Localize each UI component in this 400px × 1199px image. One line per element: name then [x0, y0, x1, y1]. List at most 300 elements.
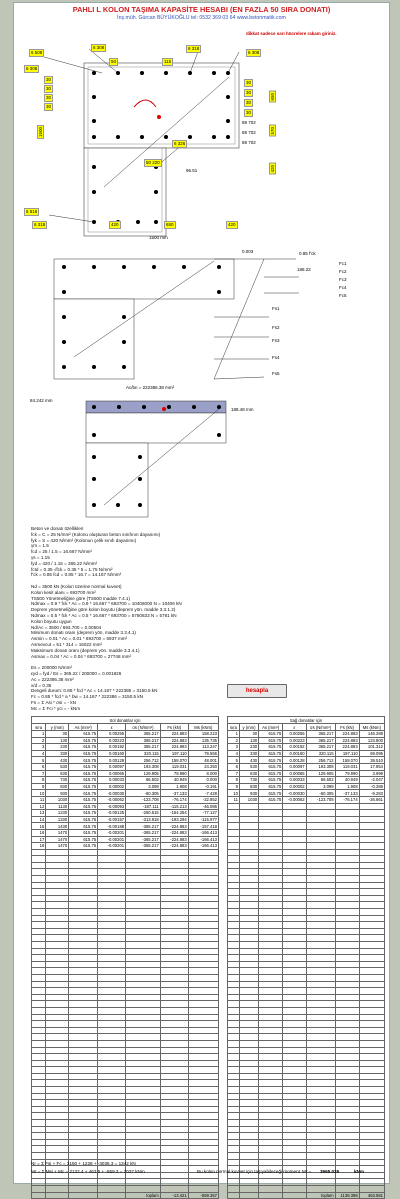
table-cell — [188, 1080, 218, 1087]
table-cell — [359, 922, 384, 929]
table-cell — [69, 1027, 98, 1034]
table-cell: -365.217 — [126, 843, 161, 850]
table-cell — [160, 1040, 188, 1047]
dim-label[interactable]: 420 — [111, 222, 119, 227]
table-cell — [335, 1054, 359, 1061]
table-cell — [306, 928, 335, 935]
table-row — [32, 783, 219, 790]
table-row — [228, 909, 385, 916]
table-cell — [239, 803, 258, 810]
bar-dia-label[interactable]: 50 220 — [146, 160, 160, 165]
table-cell: 615.75 — [69, 803, 98, 810]
table-cell — [98, 1106, 126, 1113]
table-cell: 66.502 — [306, 777, 335, 784]
table-cell: 0.00128 — [98, 757, 126, 764]
column-header: As (mm²) — [69, 724, 98, 731]
table-cell — [160, 988, 188, 995]
table-cell — [283, 1014, 306, 1021]
table-cell — [32, 862, 46, 869]
table-cell — [188, 988, 218, 995]
table-cell — [69, 935, 98, 942]
table-cell: 365.217 — [126, 737, 161, 744]
table-cell — [239, 1073, 258, 1080]
table-cell — [335, 1001, 359, 1008]
table-title: Sol donatılar için — [32, 717, 219, 724]
table-cell: -193.294 — [160, 816, 188, 823]
table-cell: 4 — [32, 750, 46, 757]
table-cell — [126, 974, 161, 981]
table-cell — [259, 829, 283, 836]
table-cell — [239, 1034, 258, 1041]
table-cell — [306, 1146, 335, 1153]
table-cell — [69, 895, 98, 902]
left-cover-4[interactable]: 30 — [46, 104, 52, 109]
table-cell — [69, 1060, 98, 1067]
table-row — [32, 935, 219, 942]
table-cell: -157.418 — [188, 823, 218, 830]
result-key: Mr = — [302, 1169, 312, 1174]
table-cell — [335, 1034, 359, 1041]
column-header: y (mm) — [46, 724, 69, 731]
table-cell — [228, 902, 240, 909]
table-cell: 0.00160 — [98, 750, 126, 757]
table-cell — [228, 1047, 240, 1054]
table-cell — [160, 955, 188, 962]
table-cell — [69, 909, 98, 916]
table-cell — [160, 876, 188, 883]
table-cell — [259, 1100, 283, 1107]
table-cell — [46, 988, 69, 995]
table-cell — [98, 1014, 126, 1021]
table-cell — [259, 981, 283, 988]
right-cover-2[interactable]: 30 — [246, 90, 252, 95]
table-cell — [239, 928, 258, 935]
table-cell — [239, 1040, 258, 1047]
table-cell: -154.254 — [160, 810, 188, 817]
table-cell — [160, 1120, 188, 1127]
table-cell — [188, 948, 218, 955]
table-cell — [335, 935, 359, 942]
table-cell — [126, 1106, 161, 1113]
table-cell — [188, 1007, 218, 1014]
table-cell: 8 — [228, 777, 240, 784]
table-cell: 48.001 — [188, 757, 218, 764]
table-cell — [228, 1054, 240, 1061]
table-cell: 40.949 — [160, 777, 188, 784]
table-cell — [306, 922, 335, 929]
table-cell — [228, 1027, 240, 1034]
table-cell — [188, 974, 218, 981]
table-cell: -7.428 — [188, 790, 218, 797]
table-cell: 197.110 — [160, 750, 188, 757]
table-cell — [69, 1153, 98, 1160]
total-cell — [228, 1192, 240, 1199]
table-cell — [188, 882, 218, 889]
table-row — [228, 1106, 385, 1113]
calc-line: Maksimum donatı oranı (deprem yön. madde 3.3.4.1) — [31, 647, 140, 653]
table-cell — [69, 1100, 98, 1107]
table-cell: -166.413 — [188, 836, 218, 843]
table-cell — [259, 823, 283, 830]
table-cell — [239, 968, 258, 975]
table-cell — [160, 1133, 188, 1140]
table-cell — [335, 1159, 359, 1166]
table-cell: 18 — [32, 843, 46, 850]
bar-dia-label[interactable]: 6 326 — [174, 141, 186, 146]
table-row — [228, 1034, 385, 1041]
dim-label[interactable]: 420 — [228, 222, 236, 227]
table-cell — [188, 1153, 218, 1160]
calc-line: Mc = Σ Fci * yci = - kNm — [31, 705, 81, 711]
table-row — [32, 981, 219, 988]
table-row — [32, 1113, 219, 1120]
table-cell — [306, 1014, 335, 1021]
table-cell — [239, 849, 258, 856]
table-cell: 615.75 — [69, 829, 98, 836]
table-cell — [306, 1007, 335, 1014]
total-cell — [239, 1192, 258, 1199]
calc-line: γs = 1.15 — [31, 554, 50, 560]
height-total[interactable]: 1500 — [38, 127, 43, 138]
table-cell — [335, 974, 359, 981]
table-cell — [335, 1073, 359, 1080]
height-right-3[interactable]: 420 — [270, 165, 275, 173]
dim-label[interactable]: 6 318 — [188, 46, 200, 51]
table-cell — [188, 935, 218, 942]
table-cell — [32, 1185, 46, 1192]
dim-label[interactable]: 6 518 — [26, 209, 38, 214]
table-cell — [259, 942, 283, 949]
table-cell: 930 — [46, 790, 69, 797]
height-right-2[interactable]: 570 — [270, 127, 275, 135]
rebar-label: 88 702 — [242, 130, 256, 135]
table-cell — [259, 1133, 283, 1140]
table-cell: 11 — [228, 796, 240, 803]
table-row — [32, 922, 219, 929]
table-cell — [228, 816, 240, 823]
table-cell: 0.00160 — [283, 750, 306, 757]
table-cell — [69, 1093, 98, 1100]
table-cell — [46, 1040, 69, 1047]
table-row — [228, 810, 385, 817]
table-cell — [359, 1093, 384, 1100]
dim-label[interactable]: 6 308 — [26, 66, 38, 71]
calc-line: fyk = S = 420 N/mm² (Kolonun çelik sınıfı dayanımı) — [31, 537, 137, 543]
calc-line: Nd/Ac = 3500 / 693.700 = 0.00504 — [31, 624, 102, 630]
table-cell: -46.086 — [188, 803, 218, 810]
table-cell — [239, 810, 258, 817]
table-cell — [359, 1179, 384, 1186]
table-cell — [228, 1067, 240, 1074]
table-cell: -0.00125 — [98, 810, 126, 817]
table-cell — [46, 1139, 69, 1146]
table-cell — [98, 1133, 126, 1140]
table-cell: 1470 — [46, 829, 69, 836]
force-label: Fs4 — [272, 355, 280, 360]
calculate-button[interactable]: hesapla — [227, 684, 287, 698]
table-row — [32, 928, 219, 935]
table-cell — [306, 1106, 335, 1113]
table-cell: 0.00192 — [283, 744, 306, 751]
table-cell — [359, 1113, 384, 1120]
dim-label[interactable]: 6 508 — [31, 50, 43, 55]
column-header: σs (N/mm²) — [126, 724, 161, 731]
column-header: sıra — [32, 724, 46, 731]
table-cell — [160, 889, 188, 896]
table-cell — [239, 1060, 258, 1067]
table-cell — [98, 948, 126, 955]
table-row — [32, 737, 219, 744]
table-cell: -0.00030 — [98, 790, 126, 797]
table-cell — [335, 1067, 359, 1074]
table-row — [228, 1040, 385, 1047]
right-cover-3[interactable]: 30 — [246, 100, 252, 105]
total-cell: toplam — [306, 1192, 335, 1199]
table-cell — [188, 1087, 218, 1094]
table-cell — [239, 876, 258, 883]
table-cell — [335, 1100, 359, 1107]
table-cell — [283, 849, 306, 856]
table-cell — [239, 988, 258, 995]
dim-label[interactable]: 115 — [164, 59, 172, 64]
table-cell: 30 — [46, 731, 69, 738]
table-row — [32, 1040, 219, 1047]
table-cell — [283, 810, 306, 817]
table-cell — [359, 955, 384, 962]
table-cell — [188, 994, 218, 1001]
left-cover-1[interactable]: 30 — [46, 77, 52, 82]
table-cell — [228, 974, 240, 981]
table-cell — [188, 889, 218, 896]
table-cell — [306, 988, 335, 995]
table-cell — [359, 1054, 384, 1061]
table-cell — [359, 889, 384, 896]
table-row — [228, 757, 385, 764]
table-cell — [46, 935, 69, 942]
table-cell — [188, 1159, 218, 1166]
table-cell — [259, 1067, 283, 1074]
calc-line: Beton ve donatı özellikleri — [31, 526, 84, 531]
table-cell — [126, 882, 161, 889]
table-cell — [69, 1106, 98, 1113]
table-cell — [126, 869, 161, 876]
table-cell — [359, 1126, 384, 1133]
table-cell — [46, 1067, 69, 1074]
table-cell — [259, 803, 283, 810]
table-cell — [98, 889, 126, 896]
table-cell — [335, 922, 359, 929]
table-cell: 9 — [228, 783, 240, 790]
table-cell: 365.217 — [306, 737, 335, 744]
table-row — [32, 777, 219, 784]
table-cell — [283, 856, 306, 863]
dim-label[interactable]: 50 — [111, 59, 117, 64]
table-cell — [239, 869, 258, 876]
table-cell — [239, 1093, 258, 1100]
table-cell — [126, 909, 161, 916]
calc-line: x/d = 0.35 — [31, 682, 52, 688]
table-cell — [69, 869, 98, 876]
table-cell — [126, 942, 161, 949]
table-cell — [239, 1159, 258, 1166]
table-cell — [335, 895, 359, 902]
table-cell — [69, 988, 98, 995]
table-cell — [32, 994, 46, 1001]
table-cell: 530 — [239, 763, 258, 770]
table-cell — [160, 1060, 188, 1067]
dim-label[interactable]: 6 308 — [93, 45, 105, 50]
table-row — [228, 961, 385, 968]
table-row — [228, 922, 385, 929]
table-cell — [283, 836, 306, 843]
table-cell — [306, 876, 335, 883]
table-cell — [69, 1146, 98, 1153]
table-cell — [98, 1146, 126, 1153]
table-cell — [259, 1021, 283, 1028]
right-cover-4[interactable]: 30 — [246, 110, 252, 115]
table-cell: 365.217 — [306, 731, 335, 738]
table-cell — [69, 1067, 98, 1074]
table-cell — [335, 803, 359, 810]
table-cell — [160, 1067, 188, 1074]
total-cell — [32, 1192, 46, 1199]
table-cell — [126, 928, 161, 935]
table-cell — [46, 1073, 69, 1080]
table-cell: 79.990 — [335, 770, 359, 777]
table-cell: 158.070 — [160, 757, 188, 764]
table-cell — [32, 1179, 46, 1186]
table-cell — [126, 1060, 161, 1067]
table-cell — [160, 928, 188, 935]
table-cell — [98, 849, 126, 856]
table-cell: 615.75 — [69, 770, 98, 777]
table-cell — [126, 955, 161, 962]
table-row — [228, 1073, 385, 1080]
table-cell — [228, 1040, 240, 1047]
table-cell: 2 — [228, 737, 240, 744]
table-row — [228, 981, 385, 988]
force-label: Fc3 — [339, 277, 347, 282]
left-cover-2[interactable]: 30 — [46, 86, 52, 91]
table-cell — [160, 1139, 188, 1146]
table-cell: 6 — [32, 763, 46, 770]
dim-label[interactable]: 6 318 — [34, 222, 46, 227]
table-cell — [126, 1185, 161, 1192]
calc-line: Asmin = 0.01 * Ac = 0.01 * 693700 = 6937 mm² — [31, 636, 128, 642]
table-cell: 615.75 — [69, 796, 98, 803]
table-cell — [126, 1139, 161, 1146]
table-cell — [239, 1146, 258, 1153]
table-cell — [69, 928, 98, 935]
table-cell — [359, 1087, 384, 1094]
table-cell — [283, 816, 306, 823]
table-cell — [46, 889, 69, 896]
table-row — [32, 1073, 219, 1080]
calc-line: f'ck = 0.85 fcd = 0.85 * 16.7 = 14.167 N/mm² — [31, 572, 122, 578]
table-cell: 1030 — [239, 796, 258, 803]
table-cell: 119.031 — [335, 763, 359, 770]
table-cell — [239, 1087, 258, 1094]
right-cover-1[interactable]: 30 — [246, 80, 252, 85]
table-cell — [69, 948, 98, 955]
left-cover-3[interactable]: 30 — [46, 95, 52, 100]
table-cell — [160, 909, 188, 916]
table-cell — [239, 955, 258, 962]
table-row — [32, 744, 219, 751]
table-cell — [306, 974, 335, 981]
table-cell — [335, 1106, 359, 1113]
table-cell — [283, 1073, 306, 1080]
table-cell — [306, 968, 335, 975]
table-cell — [239, 915, 258, 922]
table-cell — [126, 922, 161, 929]
table-cell — [239, 1047, 258, 1054]
height-right-1[interactable]: 650 — [270, 93, 275, 101]
table-cell — [228, 869, 240, 876]
table-cell — [359, 1153, 384, 1160]
table-cell — [32, 1106, 46, 1113]
table-cell: -0.286 — [359, 783, 384, 790]
table-cell: -76.174 — [335, 796, 359, 803]
table-cell — [160, 849, 188, 856]
table-row — [32, 1126, 219, 1133]
table-cell — [306, 1067, 335, 1074]
table-cell — [306, 1159, 335, 1166]
table-row — [228, 1060, 385, 1067]
table-cell: 197.110 — [335, 750, 359, 757]
table-cell — [239, 1100, 258, 1107]
table-cell — [126, 1113, 161, 1120]
table-cell — [228, 1133, 240, 1140]
table-cell — [98, 895, 126, 902]
table-cell — [32, 876, 46, 883]
table-cell — [359, 961, 384, 968]
table-cell — [228, 1080, 240, 1087]
table-cell — [259, 882, 283, 889]
table-cell — [335, 942, 359, 949]
calc-line: Nd = 3500 kN (Kolon üzerine normal kuvvet) — [31, 583, 122, 589]
table-cell — [228, 955, 240, 962]
table-cell — [283, 981, 306, 988]
table-cell — [160, 948, 188, 955]
table-cell — [228, 935, 240, 942]
table-row — [228, 744, 385, 751]
table-cell — [228, 803, 240, 810]
dim-label[interactable]: 650 — [166, 222, 174, 227]
table-cell — [335, 843, 359, 850]
table-cell — [32, 1034, 46, 1041]
table-cell — [46, 1120, 69, 1127]
table-cell: 12 — [32, 803, 46, 810]
table-cell — [98, 955, 126, 962]
table-cell — [335, 948, 359, 955]
total-cell: 1138.398 — [335, 1192, 359, 1199]
table-title: Sağ donatılar için — [228, 717, 385, 724]
table-cell — [335, 889, 359, 896]
stress-block: 0.85 f'ck — [299, 251, 316, 256]
table-cell — [306, 1185, 335, 1192]
table-cell — [46, 895, 69, 902]
table-cell — [46, 1133, 69, 1140]
table-cell — [259, 856, 283, 863]
table-cell — [306, 1047, 335, 1054]
table-cell — [46, 1021, 69, 1028]
table-cell — [283, 955, 306, 962]
dim-label[interactable]: 6 308 — [248, 50, 260, 55]
table-cell — [335, 1087, 359, 1094]
table-cell — [283, 942, 306, 949]
table-cell — [359, 974, 384, 981]
